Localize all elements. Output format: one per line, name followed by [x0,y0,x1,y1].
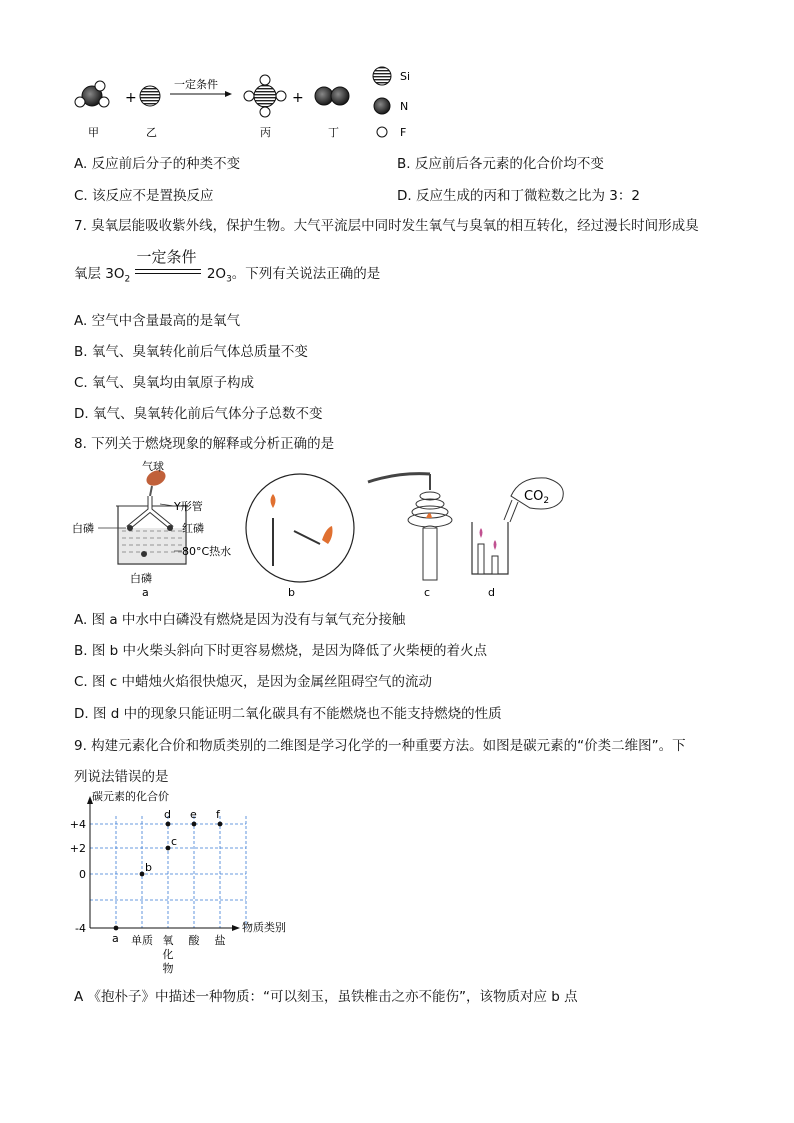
label-yi: 乙 [146,126,157,139]
q8-figures [68,456,568,602]
q7-option-c: C. 氧气、臭氧均由氧原子构成 [74,375,255,391]
point-label-f: f [216,808,220,821]
q7-stem-line1: 7. 臭氧层能吸收紫外线，保护生物。大气平流层中同时发生氧气与臭氧的相互转化，经过漫长时间形成臭 [74,218,699,234]
q8-stem: 8. 下列关于燃烧现象的解释或分析正确的是 [74,436,335,452]
svg-text:+: + [125,90,137,106]
q6-option-c: C. 该反应不是置换反应 [74,188,214,204]
label-ding: 丁 [328,126,339,139]
data-point-a [114,926,119,931]
fig-a-white-p-bottom: 白磷 [130,572,152,585]
data-point-b [140,872,145,877]
panel-label-a: a [142,586,149,599]
reaction-condition: 一定条件 [174,78,218,91]
x-tick-label: 单质 [131,934,153,947]
data-point-d [166,822,171,827]
molecule-yi [140,86,160,106]
legend-f: F [400,126,407,139]
x-tick-label: 盐 [214,934,226,947]
q7-condition: 一定条件 [136,248,197,266]
y-tick-label: -4 [75,922,86,935]
y-tick-label: +4 [70,818,86,831]
q8-option-c: C. 图 c 中蜡烛火焰很快熄灭，是因为金属丝阻碍空气的流动 [74,674,433,690]
molecule-jia [75,81,109,107]
q9-stem-line1: 9. 构建元素化合价和物质类别的二维图是学习化学的一种重要方法。如图是碳元素的“价类二维图”。下 [74,738,686,754]
x-tick-label: 物 [162,962,174,975]
x-tick-label: 氧 [162,934,174,947]
legend-n: N [400,100,409,113]
chart-xlabel: 物质类别 [242,921,286,934]
data-point-e [192,822,197,827]
fig-a-hot-water-label: 80°C热水 [182,545,232,558]
svg-text:+: + [292,90,304,106]
q9-option-a: A 《抱朴子》中描述一种物质：“可以刻玉，虽铁椎击之亦不能伤”，该物质对应 b 点 [74,989,578,1005]
x-tick-label: 酸 [188,934,200,947]
fig-a-balloon-label: 气球 [142,460,164,473]
fig-a-white-p-label: 白磷 [72,522,94,535]
x-tick-label: 化 [162,948,174,961]
valence-chart [70,786,310,982]
label-jia: 甲 [88,126,99,139]
fig-a-red-p-label: 红磷 [182,522,204,535]
figure-d-co2-beaker [472,478,563,574]
q6-option-d: D. 反应生成的丙和丁微粒数之比为 3：2 [397,188,640,204]
y-tick-label: +2 [70,842,86,855]
reaction-figure [70,64,430,144]
panel-label-c: c [424,586,431,599]
q6-option-a: A. 反应前后分子的种类不变 [74,156,241,172]
figure-b-matches [246,474,354,582]
y-tick-label: 0 [79,868,86,881]
label-bing: 丙 [260,126,271,139]
q9-stem-line2: 列说法错误的是 [74,769,169,785]
point-label-e: e [190,808,197,821]
q7-equation: 氧层 $3O_2$ 一定条件 $2O_3$。下列有关说法正确的是 [74,248,381,285]
figure-a-apparatus [116,467,188,564]
data-point-f [218,822,223,827]
data-point-c [166,846,171,851]
co2-label: $CO_2$ [524,489,550,506]
point-label-b: b [145,861,152,874]
point-label-c: c [171,835,178,848]
q6-option-b: B. 反应前后各元素的化合价均不变 [397,156,604,172]
q8-option-a: A. 图 a 中水中白磷没有燃烧是因为没有与氧气充分接触 [74,612,406,628]
panel-label-b: b [288,586,295,599]
q8-option-b: B. 图 b 中火柴头斜向下时更容易燃烧，是因为降低了火柴梗的着火点 [74,643,487,659]
q7-option-d: D. 氧气、臭氧转化前后气体分子总数不变 [74,406,323,422]
figure-c-candle-coil [368,474,452,580]
fig-a-ytube-label: Y形管 [174,500,203,513]
q7-option-b: B. 氧气、臭氧转化前后气体总质量不变 [74,344,308,360]
point-label-d: d [164,808,171,821]
q7-option-a: A. 空气中含量最高的是氧气 [74,313,241,329]
legend-si: Si [400,70,411,83]
molecule-ding [315,87,349,105]
panel-label-d: d [488,586,495,599]
x-axis-arrow [232,925,240,931]
point-label-a: a [112,932,119,945]
q8-option-d: D. 图 d 中的现象只能证明二氧化碳具有不能燃烧也不能支持燃烧的性质 [74,706,502,722]
molecule-bing [244,75,286,117]
chart-ylabel: 碳元素的化合价 [92,790,169,803]
